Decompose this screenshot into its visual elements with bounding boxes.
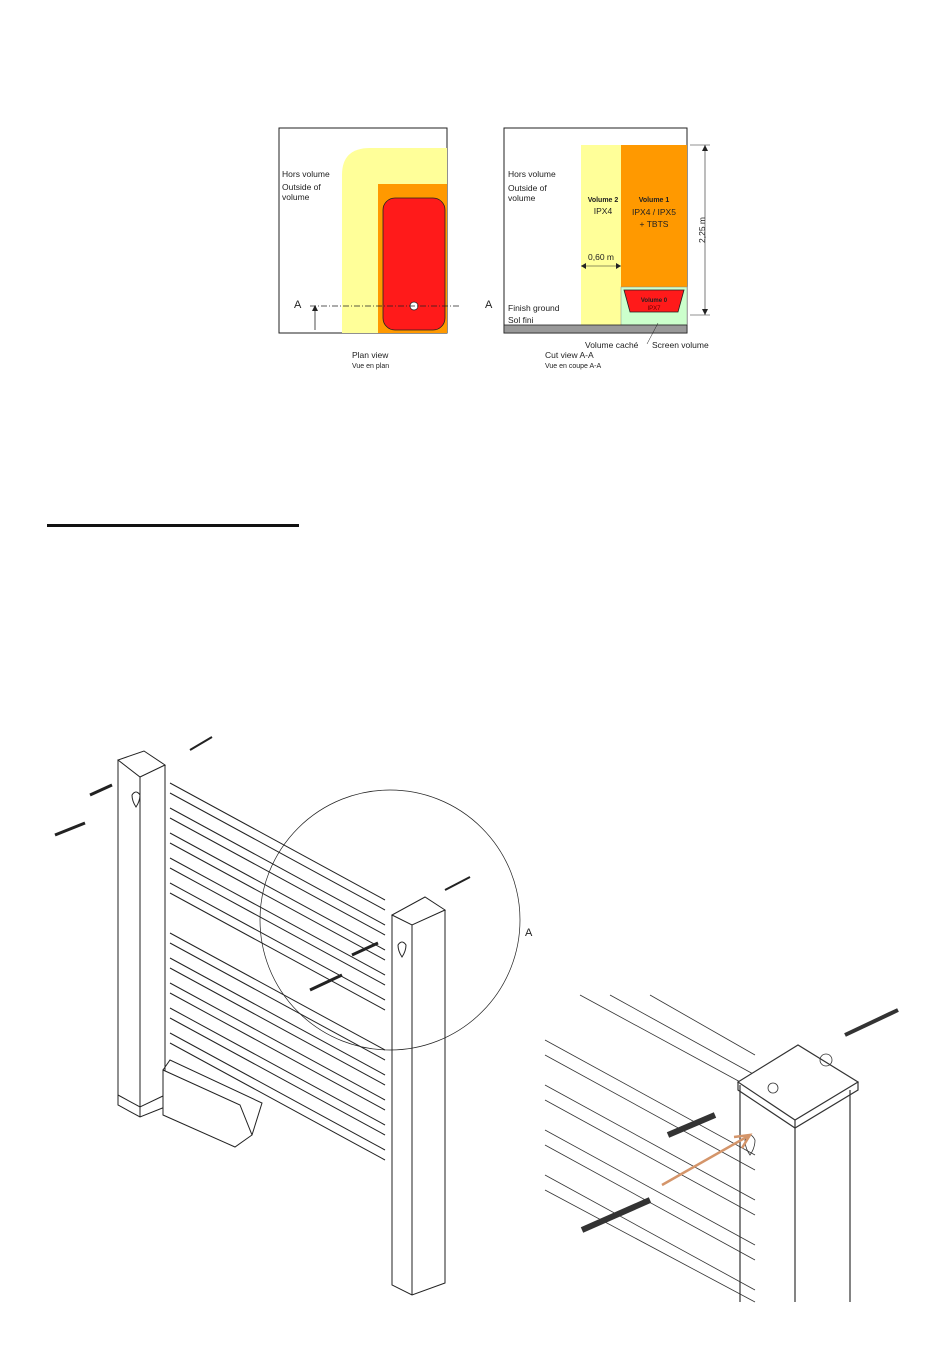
- detail-circle: [260, 790, 520, 1050]
- ground-en: Finish ground: [508, 303, 560, 313]
- volume2-zone: [581, 145, 621, 325]
- width-dimension: 0,60 m: [588, 252, 614, 262]
- finish-ground: [504, 325, 687, 333]
- detail-label: A: [525, 927, 533, 939]
- volume2-rating: IPX4: [593, 206, 613, 216]
- volume1-extra: + TBTS: [639, 219, 669, 229]
- volume1-rating: IPX4 / IPX5: [632, 207, 676, 217]
- volume2-name: Volume 2: [587, 197, 619, 204]
- detail-a-drawing: [540, 990, 920, 1310]
- cut-caption-fr: Vue en coupe A-A: [545, 363, 602, 370]
- section-heading-underline: [47, 524, 299, 527]
- plan-outside-en-2: volume: [282, 192, 310, 202]
- plan-section-mark-right: A: [485, 299, 493, 311]
- plan-caption-fr: Vue en plan: [352, 363, 390, 370]
- volume0-rating: IPX7: [647, 306, 661, 312]
- cut-caption-en: Cut view A-A: [545, 350, 594, 360]
- plan-view-diagram: [270, 120, 460, 380]
- radiator-installation-drawing: [40, 715, 550, 1315]
- height-dimension: 2,25 m: [697, 217, 707, 243]
- screen-volume-en: Screen volume: [652, 340, 709, 350]
- volume0-name: Volume 0: [640, 298, 668, 304]
- hidden-volume-fr: Volume caché: [585, 340, 639, 350]
- plan-section-mark-left: A: [294, 299, 302, 311]
- plan-outside-en-1: Outside of: [282, 182, 321, 192]
- volume1-name: Volume 1: [638, 197, 670, 204]
- cut-outside-en-2: volume: [508, 193, 536, 203]
- plan-outside-fr: Hors volume: [282, 169, 330, 179]
- cut-outside-fr: Hors volume: [508, 169, 556, 179]
- ground-fr: Sol fini: [508, 315, 534, 325]
- cut-outside-en-1: Outside of: [508, 183, 547, 193]
- plan-caption-en: Plan view: [352, 350, 389, 360]
